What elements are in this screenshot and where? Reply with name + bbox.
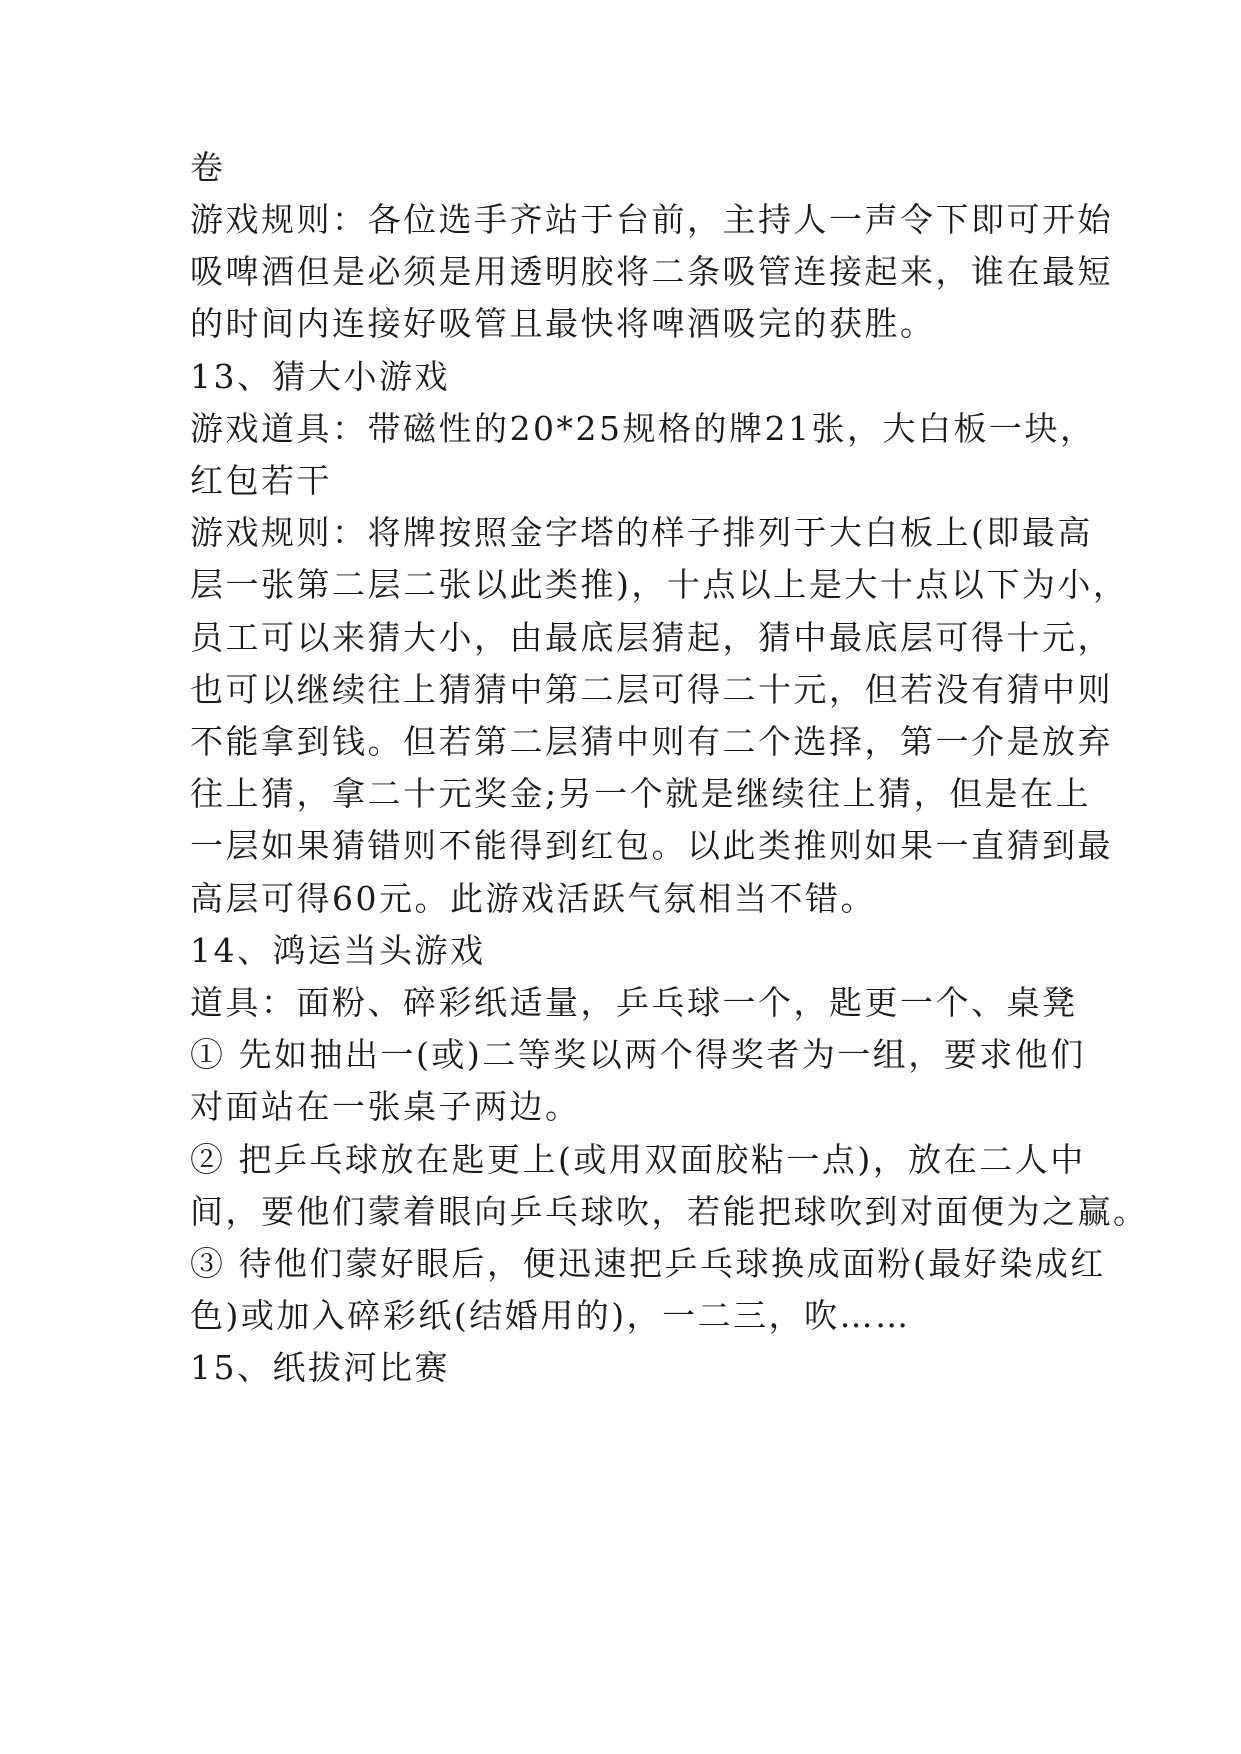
text-line: 对面站在一张桌子两边。 xyxy=(190,1087,581,1126)
section-heading: 15、纸拔河比赛 xyxy=(190,1348,450,1387)
text-line: 间，要他们蒙着眼向乒乓球吹，若能把球吹到对面便为之赢。 xyxy=(190,1192,1149,1231)
text-line: 游戏道具：带磁性的20*25规格的牌21张，大白板一块， xyxy=(190,409,1096,448)
text-line: ③ 待他们蒙好眼后，便迅速把乒乓球换成面粉(最好染成红 xyxy=(190,1244,1106,1283)
text-line: 的时间内连接好吸管且最快将啤酒吸完的获胜。 xyxy=(190,304,936,343)
section-heading: 13、猜大小游戏 xyxy=(190,357,450,396)
text-line: 一层如果猜错则不能得到红包。以此类推则如果一直猜到最 xyxy=(190,826,1113,865)
text-line: 色)或加入碎彩纸(结婚用的)，一二三，吹…… xyxy=(190,1296,911,1335)
section-heading: 14、鸿运当头游戏 xyxy=(190,931,486,970)
text-line: 吸啤酒但是必须是用透明胶将二条吸管连接起来，谁在最短 xyxy=(190,252,1113,291)
text-line: 层一张第二层二张以此类推)，十点以上是大十点以下为小， xyxy=(190,565,1129,604)
text-line: 不能拿到钱。但若第二层猜中则有二个选择，第一介是放弃 xyxy=(190,722,1113,761)
text-line: ① 先如抽出一(或)二等奖以两个得奖者为一组，要求他们 xyxy=(190,1035,1086,1074)
text-line: ② 把乒乓球放在匙更上(或用双面胶粘一点)，放在二人中 xyxy=(190,1140,1086,1179)
text-line: 也可以继续往上猜猜中第二层可得二十元，但若没有猜中则 xyxy=(190,670,1113,709)
text-line: 游戏规则：各位选手齐站于台前，主持人一声令下即可开始 xyxy=(190,200,1113,239)
text-line: 员工可以来猜大小，由最底层猜起，猜中最底层可得十元， xyxy=(190,618,1113,657)
text-line: 游戏规则：将牌按照金字塔的样子排列于大白板上(即最高 xyxy=(190,513,1093,552)
text-line: 往上猜，拿二十元奖金;另一个就是继续往上猜，但是在上 xyxy=(190,774,1092,813)
text-line: 高层可得60元。此游戏活跃气氛相当不错。 xyxy=(190,879,876,918)
text-line: 道具：面粉、碎彩纸适量，乒乓球一个，匙更一个、桌凳 xyxy=(190,983,1078,1022)
text-line: 卷 xyxy=(190,148,226,187)
text-line: 红包若干 xyxy=(190,461,332,500)
